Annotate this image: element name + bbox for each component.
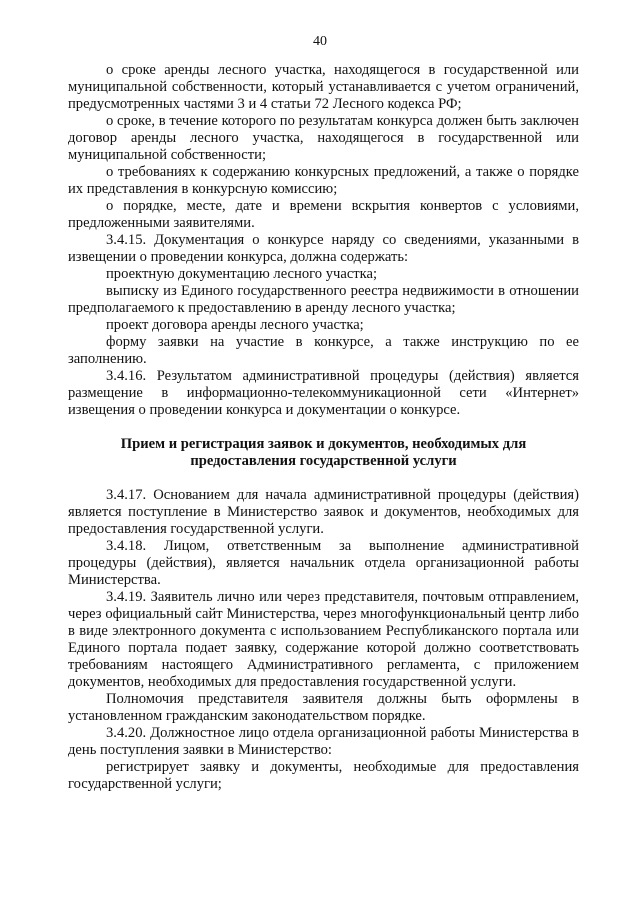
paragraph: о сроке аренды лесного участка, находящегося в государственной или муниципальной собственности, который устанавливается с учетом ограничений, предусмотренных частями 3 и 4 статьи 72 Лесного кодекса РФ; bbox=[68, 62, 579, 112]
paragraph: 3.4.15. Документация о конкурсе наряду со сведениями, указанными в извещении о проведении конкурса, должна содержать: bbox=[68, 232, 579, 265]
paragraph: 3.4.16. Результатом административной процедуры (действия) является размещение в информационно-телекоммуникационной сети «Интернет» извещения о проведении конкурса и документации о конкурсе. bbox=[68, 368, 579, 418]
page-number: 40 bbox=[313, 34, 327, 49]
paragraph: Полномочия представителя заявителя должны быть оформлены в установленном гражданским законодательством порядке. bbox=[68, 691, 579, 724]
paragraph: проект договора аренды лесного участка; bbox=[106, 317, 364, 333]
paragraph: о требованиях к содержанию конкурсных предложений, а также о порядке их представления в конкурсную комиссию; bbox=[68, 164, 579, 197]
section-heading bbox=[68, 436, 579, 470]
paragraph: форму заявки на участие в конкурсе, а также инструкцию по ее заполнению. bbox=[68, 334, 579, 367]
section-heading-line: Прием и регистрация заявок и документов, необходимых для bbox=[120, 436, 527, 452]
paragraph: проектную документацию лесного участка; bbox=[106, 266, 378, 282]
paragraph: о порядке, месте, дате и времени вскрытия конвертов с условиями, предложенными заявителями. bbox=[68, 198, 579, 231]
paragraph: выписку из Единого государственного реестра недвижимости в отношении предполагаемого к предоставлению в аренду лесного участка; bbox=[68, 283, 579, 316]
paragraph: 3.4.18. Лицом, ответственным за выполнение административной процедуры (действия), является начальник отдела организационной работы Министерства. bbox=[68, 538, 579, 588]
page-content bbox=[68, 62, 579, 793]
paragraph: 3.4.17. Основанием для начала административной процедуры (действия) является поступление в Министерство заявок и документов, необходимых для предоставления государственной услуги. bbox=[68, 487, 579, 537]
paragraph: 3.4.19. Заявитель лично или через представителя, почтовым отправлением, через официальный сайт Министерства, через многофункциональный центр либо в виде электронного документа с использованием Республиканского портала или Единого портала подает заявку, содержание которой должно соответствовать требованиям настоящего Административного регламента, с приложением документов, необходимых для предоставления государственной услуги. bbox=[68, 589, 579, 690]
paragraph: регистрирует заявку и документы, необходимые для предоставления государственной услуги; bbox=[68, 759, 579, 792]
section-heading-line: предоставления государственной услуги bbox=[190, 453, 457, 469]
paragraph: 3.4.20. Должностное лицо отдела организационной работы Министерства в день поступления заявки в Министерство: bbox=[68, 725, 579, 758]
paragraph: о сроке, в течение которого по результатам конкурса должен быть заключен договор аренды лесного участка, находящегося в государственной или муниципальной собственности; bbox=[68, 113, 579, 163]
